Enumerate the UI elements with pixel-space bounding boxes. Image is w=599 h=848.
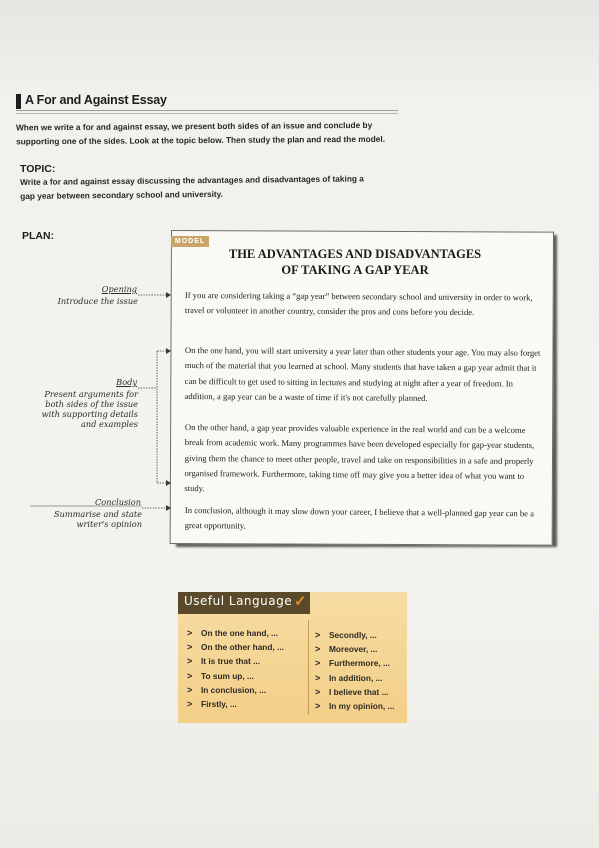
arrow-icon: > — [187, 642, 193, 653]
phrase: In addition, ... — [329, 672, 383, 683]
arrow-icon: > — [315, 630, 321, 640]
arrow-icon: > — [187, 628, 193, 638]
paragraph-body-2: On the other hand, a gap year provides valuable experience in the real world and can be a welcome break from academic work. Many programmes have been developed especially for gap-year students, giving them the chance to meet other people, travel and take on responsibilities in a safe and properly organised framework. Furthermore, taking time off may give you a better idea of what you want to study. — [184, 421, 535, 494]
phrase: Moreover, ... — [329, 644, 378, 655]
topic-label: TOPIC: — [20, 163, 56, 175]
phrase: It is true that ... — [201, 656, 261, 667]
section-title: A For and Against Essay — [25, 93, 167, 107]
plan-stage-opening-desc: Introduce the issue — [57, 296, 138, 306]
list-item — [315, 628, 405, 642]
arrow-icon: > — [187, 670, 193, 681]
phrase: Furthermore, ... — [329, 658, 390, 669]
plan-stage-body: Body — [116, 377, 137, 387]
arrow-icon: > — [315, 644, 321, 655]
model-title — [200, 246, 510, 278]
list-item — [315, 642, 405, 656]
arrow-icon: > — [315, 701, 321, 712]
arrow-icon: > — [187, 656, 193, 667]
divider — [16, 113, 398, 114]
list-item — [187, 626, 307, 640]
model-title-line: THE ADVANTAGES AND DISADVANTAGES — [228, 247, 482, 261]
list-item — [187, 669, 307, 683]
paragraph-opening: If you are considering taking a “gap year” between secondary school and university in order to work, travel or volunteer in another country, consider the pros and cons before you decide. — [184, 289, 533, 318]
phrase: In conclusion, ... — [201, 684, 266, 695]
list-item — [187, 683, 307, 697]
plan-stage-opening: Opening — [101, 284, 137, 294]
model-title-line: OF TAKING A GAP YEAR — [281, 263, 429, 277]
arrow-icon: > — [315, 686, 321, 697]
arrow-icon: > — [187, 699, 193, 710]
topic-text: Write a for and against essay discussing the advantages and disadvantages of taking a gap year between secondary school and university. — [20, 173, 364, 201]
list-item — [315, 685, 405, 699]
check-icon: ✓ — [294, 593, 307, 610]
phrase: On the one hand, ... — [201, 628, 278, 638]
useful-language-column-1 — [187, 626, 307, 711]
arrow-icon: > — [315, 672, 321, 683]
plan-stage-conclusion-desc: Summarise and state writer's opinion — [54, 509, 142, 529]
phrase: In my opinion, ... — [329, 701, 395, 712]
list-item — [315, 656, 405, 670]
plan-stage-conclusion: Conclusion — [95, 497, 141, 507]
paragraph-conclusion: In conclusion, although it may slow down your career, I believe that a well-planned gap year can be a great opportunity. — [184, 504, 534, 531]
phrase: Firstly, ... — [201, 699, 237, 710]
useful-language-column-2 — [315, 628, 405, 713]
arrow-icon: > — [187, 684, 193, 695]
list-item — [187, 654, 307, 668]
list-item — [315, 699, 405, 713]
column-divider — [308, 620, 309, 715]
list-item — [315, 671, 405, 685]
divider — [16, 110, 398, 111]
list-item — [187, 640, 307, 654]
model-tag: MODEL — [171, 236, 209, 247]
phrase: I believe that ... — [329, 686, 389, 697]
paragraph-body-1: On the one hand, you will start university a year later than other students your age. You may also forget much of the material that you learned at school. Many students that have taken a gap year admit that it can be difficult to get used to sitting in lectures and studying at night after a year of freedom. In addition, a gap year can be a waste of time if it's not carefully planned. — [184, 344, 541, 403]
plan-label: PLAN: — [22, 230, 55, 242]
arrow-icon: > — [315, 658, 321, 669]
phrase: To sum up, ... — [201, 670, 254, 681]
section-marker — [16, 94, 21, 109]
phrase: On the other hand, ... — [201, 642, 284, 653]
list-item — [187, 697, 307, 711]
phrase: Secondly, ... — [329, 630, 377, 640]
useful-language-title: Useful Language — [184, 594, 293, 608]
section-intro: When we write a for and against essay, we present both sides of an issue and conclude by supporting one of the sides. Look at the topic below. Then study the plan and read the model. — [15, 119, 386, 147]
plan-stage-body-desc: Present arguments for both sides of the issue with supporting details and examples — [41, 389, 138, 429]
